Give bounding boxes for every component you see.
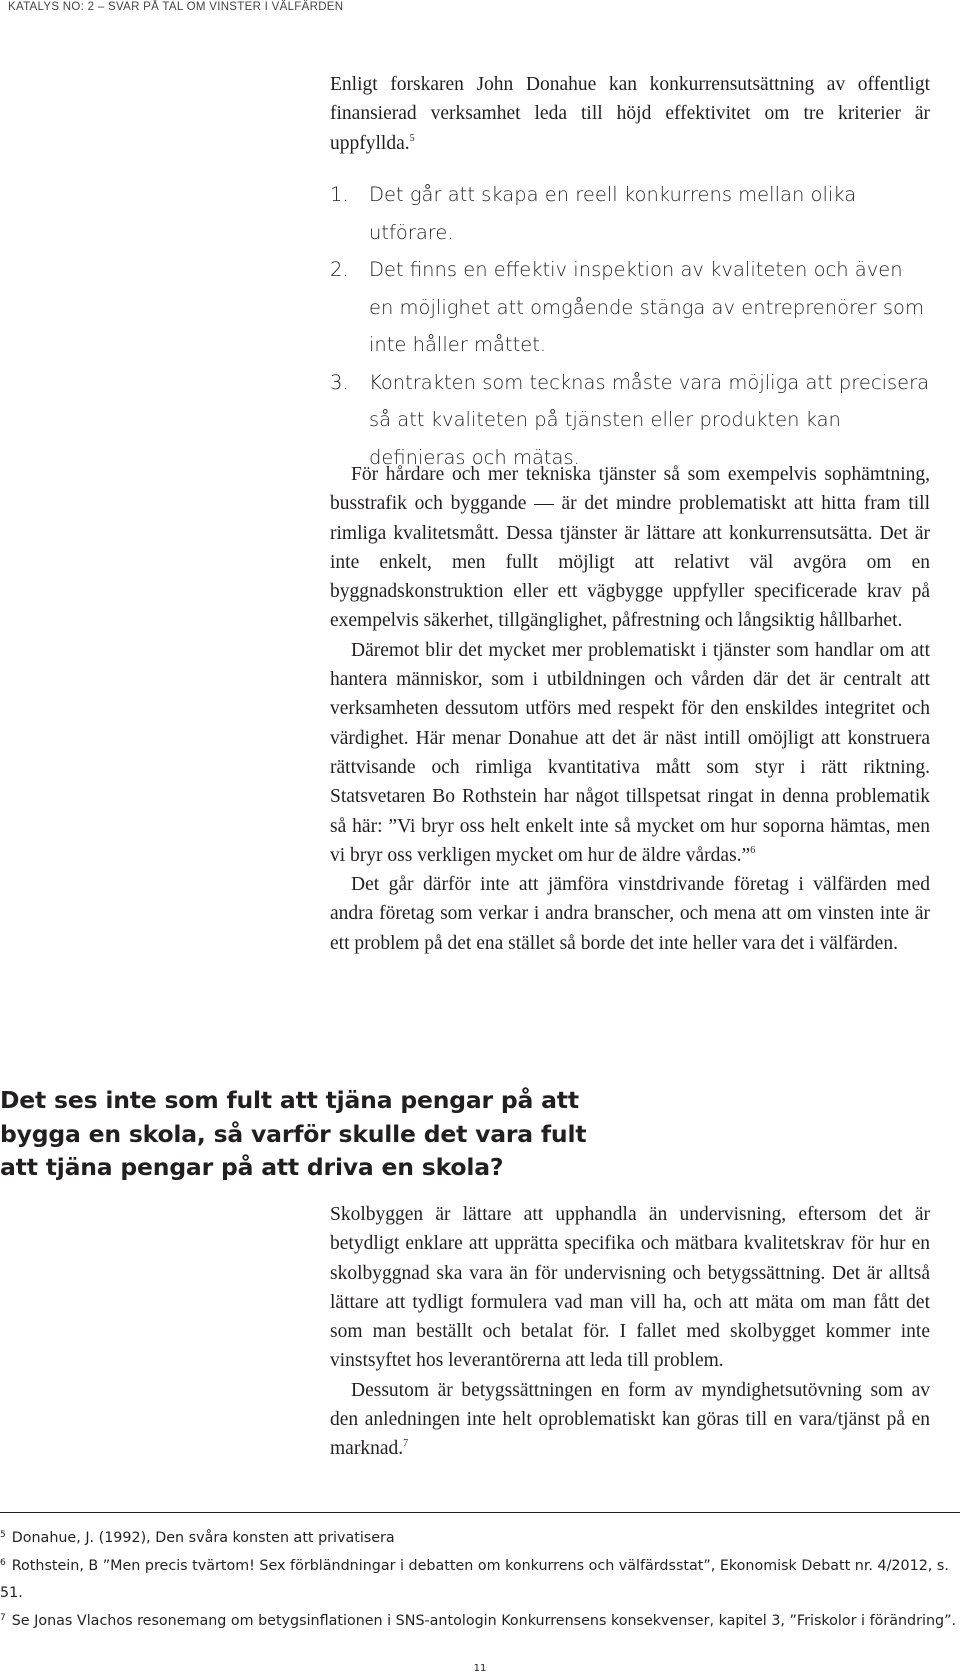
list-item (330, 251, 930, 364)
footnote-ref[interactable]: 5 (409, 132, 415, 144)
quote-text: Däremot blir det mycket mer problematiskt i tjänster som handlar om att hantera människor, som i utbildningen och vården där det är centralt att verksamheten dessutom utförs med respekt för den enskildes integritet och värdighet. Här menar Donahue att det är näst intill omöjligt att konstruera rättvisande och rimliga kvantitativa mått som styr i rätt riktning. Statsvetaren Bo Rothstein har något tillspetsat ringat in denna problematik så här: ”Vi bryr oss helt enkelt inte så mycket om hur soporna hämtas, men vi bryr oss verkligen mycket om hur de äldre vårdas.” (330, 639, 930, 866)
footnote (0, 1608, 960, 1636)
body-paragraph: Det går därför inte att jämföra vinstdrivande företag i välfärden med andra företag som verkar i andra branscher, och mena att om vinsten inte är ett problem på det ena stället så borde det inte heller vara det i välfärden. (330, 874, 930, 954)
footnote-text: Donahue, J. (1992), Den svåra konsten att privatisera (11, 1530, 395, 1546)
list-item-text: Det finns en effektiv inspektion av kvaliteten och även en möjlighet att omgående stänga av entreprenörer som inte håller måttet. (369, 258, 924, 356)
list-number: 3. (330, 370, 349, 394)
intro-paragraph (330, 70, 930, 158)
footnotes (0, 1525, 960, 1635)
footnote-number: 6 (0, 1557, 6, 1568)
footnote-number: 5 (0, 1530, 6, 1540)
footnote-ref[interactable]: 7 (403, 1438, 409, 1450)
body-paragraph (330, 636, 930, 870)
list-item-text: Kontrakten som tecknas måste vara möjliga att precisera så att kvaliteten på tjänsten eller produkten kan definieras och mätas. (369, 370, 930, 469)
footnote-ref[interactable]: 6 (750, 844, 756, 856)
body-paragraph-text: Dessutom är betygssättningen en form av myndighetsutövning som av den anledningen inte helt oproblematiskt kan göras till en vara/tjänst på en marknad. (330, 1379, 930, 1460)
criteria-list (330, 176, 930, 476)
body-paragraph: För hårdare och mer tekniska tjänster så som exempelvis sophämtning, busstrafik och byggande — är det mindre problematiskt att hitta fram till rimliga kvalitetsmått. Dessa tjänster är lättare att konkurrensutsätta. Det är inte enkelt, men fullt möjligt att relativt väl avgöra om en byggnadskonstruktion eller ett vägbygge uppfyller specificerade krav på exempelvis säkerhet, tillgänglighet, påfrestning och långsiktig hållbarhet. (330, 464, 930, 632)
footnote-number: 7 (0, 1612, 6, 1623)
body-text-lower (330, 1200, 930, 1464)
list-number: 1. (330, 183, 349, 206)
list-item (330, 176, 930, 251)
footnote (0, 1553, 960, 1608)
list-item-text: Det går att skapa en reell konkurrens mellan olika utförare. (369, 183, 857, 244)
body-paragraph: Skolbyggen är lättare att upphandla än undervisning, eftersom det är betydligt enklare att upprätta specifika och mätbara kvalitetskrav för hur en skolbyggnad ska vara än för undervisning och betygssättning. Det är alltså lättare att tydligt formulera vad man vill ha, och att mäta om man fått det som man beställt och betalat för. I fallet med skolbygget kommer inte vinstsyftet hos leverantörerna att leda till problem. (330, 1204, 930, 1372)
list-number: 2. (330, 258, 349, 281)
footnote-text: Se Jonas Vlachos resonemang om betygsinflationen i SNS-antologin Konkurrensens konsekvenser, kapitel 3, ”Friskolor i förändring”. (11, 1612, 957, 1629)
footnote (0, 1525, 960, 1553)
pull-quote: Det ses inte som fult att tjäna pengar på att bygga en skola, så varför skulle det vara fult att tjäna pengar på att driva en skola? (0, 1086, 587, 1182)
intro-text: Enligt forskaren John Donahue kan konkurrensutsättning av offentligt finansierad verksamhet leda till höjd effektivitet om tre kriterier är uppfyllda. (330, 74, 930, 154)
body-paragraph (330, 1376, 930, 1464)
footnote-text: Rothstein, B ”Men precis tvärtom! Sex förbländningar i debatten om konkurrens och välfärdsstat”, Ekonomisk Debatt nr. 4/2012, s. 51. (0, 1557, 949, 1602)
body-text (330, 460, 930, 958)
running-head: KATALYS NO: 2 – SVAR PÅ TAL OM VINSTER I VÄLFÄRDEN (8, 1, 344, 13)
page-number: 11 (473, 1663, 487, 1674)
footnote-divider (0, 1512, 960, 1513)
